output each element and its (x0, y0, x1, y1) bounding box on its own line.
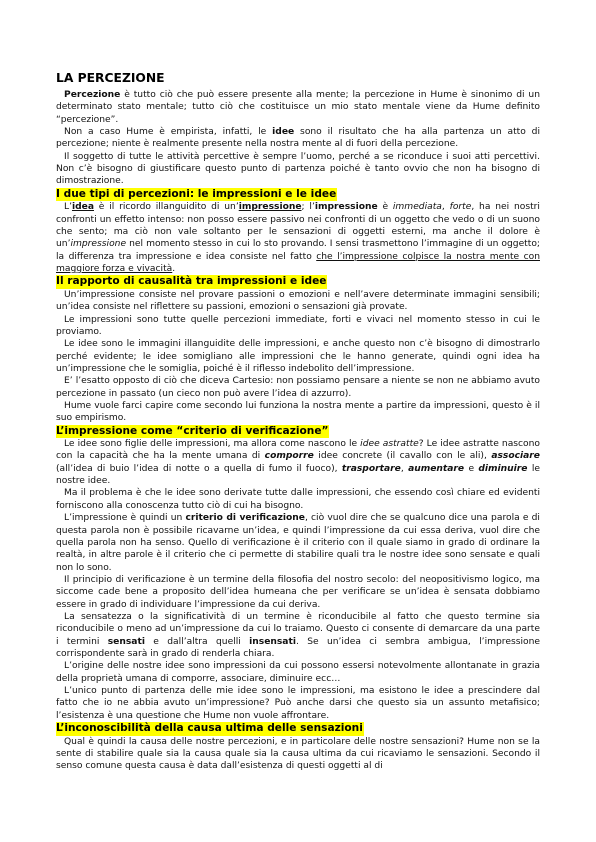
section-heading (56, 188, 540, 202)
bold-term: impressione (314, 202, 378, 213)
highlighted-heading: I due tipi di percezioni: le impressioni e le idee (56, 187, 337, 200)
bold-italic-term: aumentare (408, 463, 465, 474)
paragraph: L’unico punto di partenza delle mie idee sono le impressioni, ma esistono le idee a prescindere dal fatto che io ne abbia avuto un’impressione? Può anche darsi che questo sia un assunto metafisico; l’esistenza è una questione che Hume non vuole affrontare. (56, 685, 540, 721)
paragraph: Ma il problema è che le idee sono derivate tutte dalle impressioni, che essendo così chiare ed evidenti forniscono alla conoscenza tutto ciò di cui ha bisogno. (56, 488, 540, 511)
italic-term: immediata (392, 202, 442, 213)
bold-term: sensati (107, 636, 145, 647)
paragraph: La sensatezza o la significatività di un termine è riconducibile al fatto che questo termine sia riconducibile o meno ad un’impressione da cui lo traiamo. Questo ci consente di demarcare da una parte i termini sensati e dall’altra quelli insensati. Se un’idea ci sembra ambigua, l’impressione corrispondente sarà in grado di renderla chiara. (56, 611, 540, 659)
paragraph: L’impressione è quindi un criterio di verificazione, ciò vuol dire che se qualcuno dice una parola e di questa parola non è possibile ricavarne un’idea, e quindi l’impressione da cui essa deriva, vuol dire che quella parola non ha senso. Quello di verificazione è il criterio con il quale siamo in grado di ordinare la realtà, in altre parole è il criterio che ci permette di stabilire quali tra le nostre idee sono sensate e quali non lo sono. (56, 513, 540, 573)
bold-term: idee (272, 127, 295, 138)
bold-term: criterio di verificazione (185, 513, 305, 524)
bold-term: impressione (238, 202, 302, 213)
paragraph: Il soggetto di tutte le attività percettive è sempre l’uomo, perché a se riconduce i suoi atti percettivi. Non c’è bisogno di giustificare questo punto di partenza poiché è tanto ovvio che non ha bisogno di dimostrazione. (56, 151, 540, 187)
highlighted-heading: Il rapporto di causalità tra impressioni e idee (56, 275, 327, 288)
bold-italic-term: trasportare (341, 463, 401, 474)
bold-term: Percezione (64, 90, 121, 100)
paragraph: Percezione è tutto ciò che può essere presente alla mente; la percezione in Hume è sinonimo di un determinato stato mentale; tutto ciò che costituisce un mio stato mentale viene da Hume definito “percezione”. (56, 90, 540, 125)
bold-italic-term: diminuire (478, 463, 528, 474)
highlighted-heading: L’impressione come “criterio di verificazione” (56, 424, 329, 437)
paragraph: Un’impressione consiste nel provare passioni o emozioni e nell’avere determinate immagini sensibili; un’idea consiste nel riflettere su passioni, emozioni o sensazioni già provate. (56, 289, 540, 313)
bold-italic-term: associare (491, 451, 540, 462)
document-page (56, 70, 540, 773)
bold-term: insensati (249, 636, 296, 647)
bold-italic-term: comporre (264, 451, 314, 462)
paragraph: Non a caso Hume è empirista, infatti, le idee sono il risultato che ha alla partenza un atto di percezione; niente è realmente presente nella nostra mente al di fuori della percezione. (56, 127, 540, 150)
bold-term: idea (71, 202, 94, 213)
paragraph: Il principio di verificazione è un termine della filosofia del nostro secolo: del neopositivismo logico, ma siccome cade bene a proposito dell’idea humeana che per verificare se un’idea è sensata dobbiamo essere in grado di individuare l’impressione da cui deriva. (56, 574, 540, 610)
page-title: LA PERCEZIONE (56, 71, 165, 85)
highlighted-heading: L’inconoscibilità della causa ultima delle sensazioni (56, 722, 363, 734)
paragraph: Le idee sono figlie delle impressioni, ma allora come nascono le idee astratte? Le idee astratte nascono con la capacità che ha la mente umana di comporre idee concrete (il cavallo con le ali), associare (all’idea di buio l’idea di notte o a quella di fumo il fuoco), trasportare, aumentare e diminuire le nostre idee. (56, 439, 541, 487)
italic-term: idee astratte (360, 439, 419, 450)
paragraph: Le impressioni sono tutte quelle percezioni immediate, forti e vivaci nel momento stesso in cui le proviamo. (56, 314, 540, 337)
paragraph: Qual è quindi la causa delle nostre percezioni, e in particolare delle nostre sensazioni? Hume non se la sente di stabilire quale sia la causa quale sia la causa ultima da cui ricaviamo le sensazioni. Secondo il senso comune questa causa è data dall’esistenza di questi oggetti al di (56, 736, 540, 772)
paragraph: Hume vuole farci capire come secondo lui funziona la nostra mente a partire da impressioni, questo è il suo empirismo. (56, 400, 540, 424)
paragraph: Le idee sono le immagini illanguidite delle impressioni, e anche questo non c’è bisogno di dimostrarlo perché evidente; le idee somigliano alle impressioni che le hanno generate, quindi ogni idea ha un’impressione che le somiglia, poiché è il riflesso indebolito dell’impressione. (56, 339, 540, 374)
section-heading (56, 275, 540, 289)
italic-term: impressione (70, 239, 127, 250)
paragraph: L’idea è il ricordo illanguidito di un’impressione; l’impressione è immediata, forte, ha nei nostri confronti un effetto intenso: non posso essere passivo nei confronti di un oggetto che vedo o di un suono che sento; ma ciò non vale soltanto per le sensazioni di oggetti esterni, ma anche il dolore è un’impressione nel momento stesso in cui lo sto provando. I sensi trasmettono l’immagine di un oggetto; la differenza tra impressione e idea consiste nel fatto che l’impressione colpisce la nostra mente con maggiore forza e vivacità. (56, 202, 540, 274)
section-heading (56, 722, 540, 736)
section-heading (56, 425, 540, 439)
italic-term: forte (449, 202, 472, 213)
underlined-text: che l’impressione colpisce la nostra mente con maggiore forza e vivacità (56, 251, 540, 274)
paragraph: L’origine delle nostre idee sono impressioni da cui possono essersi notevolmente allontanate in grazia della proprietà umana di comporre, associare, diminuire ecc… (56, 661, 540, 684)
paragraph: E’ l’esatto opposto di ciò che diceva Cartesio: non possiamo pensare a niente se non ne abbiamo avuto percezione in passato (un cieco non può avere l’idea di azzurro). (56, 376, 540, 399)
